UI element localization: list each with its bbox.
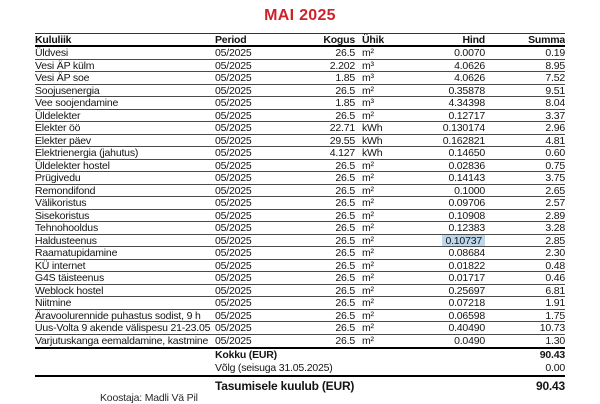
cell-summa: 3.37: [545, 109, 565, 122]
cell-kululiik: Üldelekter: [35, 109, 81, 122]
cell-period: 05/2025: [215, 134, 252, 147]
cell-period: 05/2025: [215, 247, 252, 259]
cell-kululiik: Vesi ÄP soe: [35, 72, 90, 84]
cell-period: 05/2025: [215, 184, 252, 197]
table-row: [35, 222, 565, 235]
cell-kogus: 26.5: [335, 84, 355, 97]
cell-kululiik: Elekter öö: [35, 122, 81, 134]
cell-period: 05/2025: [215, 272, 252, 284]
cost-table: [35, 33, 565, 394]
cell-yhik: m²: [362, 172, 374, 184]
cell-yhik: m²: [362, 222, 374, 234]
cell-kululiik: Üldvesi: [35, 47, 69, 59]
summary-section: [35, 347, 565, 374]
table-row: [35, 172, 565, 185]
cell-period: 05/2025: [215, 72, 252, 84]
cell-kogus: 26.5: [335, 284, 355, 297]
cell-kululiik: Vesi ÄP külm: [35, 59, 95, 72]
cell-hind: 0.14650: [448, 147, 485, 159]
cell-hind: 0.09706: [448, 197, 485, 209]
cell-kululiik: Uus-Volta 9 akende välispesu 21-23.05: [35, 322, 211, 334]
cell-yhik: m²: [362, 84, 374, 97]
cell-kululiik: Prügivedu: [35, 172, 81, 184]
cell-yhik: m²: [362, 322, 374, 334]
cell-kogus: 26.5: [335, 247, 355, 259]
cell-kogus: 4.127: [329, 147, 355, 159]
cell-yhik: m²: [362, 184, 374, 197]
cell-kululiik: Varjutuskanga eemaldamine, kastmine: [35, 334, 209, 347]
cell-summa: 2.30: [545, 247, 565, 259]
cell-kululiik: Sisekoristus: [35, 209, 90, 222]
table-row: [35, 260, 565, 273]
table-row: [35, 210, 565, 223]
table-row: [35, 72, 565, 85]
cell-hind: 0.0070: [454, 47, 485, 59]
table-header-row: [35, 33, 565, 47]
cell-yhik: m²: [362, 109, 374, 122]
cell-period: 05/2025: [215, 147, 252, 159]
table-row: [35, 185, 565, 198]
table-row: [35, 335, 565, 348]
highlighted-value: 0.10737: [442, 235, 485, 247]
cell-summa: 1.75: [545, 309, 565, 322]
cell-period: 05/2025: [215, 259, 252, 272]
cell-period: 05/2025: [215, 297, 252, 309]
summary-row-volg: [35, 362, 565, 375]
cell-hind: 0.35878: [448, 84, 485, 97]
cell-yhik: m³: [362, 72, 374, 84]
cell-yhik: m²: [362, 159, 374, 172]
cell-period: 05/2025: [215, 172, 252, 184]
cell-kululiik: Elekter päev: [35, 134, 91, 147]
cell-kogus: 26.5: [335, 259, 355, 272]
table-row: [35, 110, 565, 123]
cell-hind: 0.07218: [448, 297, 485, 309]
table-row: [35, 122, 565, 135]
cell-yhik: m²: [362, 197, 374, 209]
summary-row-kokku: [35, 349, 565, 362]
table-row: [35, 147, 565, 160]
cell-summa: 9.51: [545, 84, 565, 97]
cell-kogus: 26.5: [335, 309, 355, 322]
kokku-label: Kokku (EUR): [215, 349, 277, 361]
cell-kogus: 26.5: [335, 209, 355, 222]
cell-kululiik: Vee soojendamine: [35, 97, 119, 109]
cell-yhik: kWh: [362, 122, 383, 134]
cell-hind: 0.40490: [448, 322, 485, 334]
cell-kululiik: Soojusenergia: [35, 84, 100, 97]
cell-kogus: 26.5: [335, 197, 355, 209]
cell-yhik: m²: [362, 259, 374, 272]
cell-period: 05/2025: [215, 309, 252, 322]
cell-hind: 0.01822: [448, 259, 485, 272]
cell-yhik: m²: [362, 334, 374, 347]
cell-kogus: 26.5: [335, 272, 355, 284]
cell-hind: 0.1000: [454, 184, 485, 197]
column-header-summa: Summa: [528, 34, 565, 46]
cell-period: 05/2025: [215, 197, 252, 209]
cell-kogus: 26.5: [335, 222, 355, 234]
cell-hind: 4.0626: [454, 59, 485, 72]
cell-kogus: 26.5: [335, 234, 355, 247]
cell-summa: 0.46: [545, 272, 565, 284]
table-row: [35, 135, 565, 148]
cell-yhik: m²: [362, 284, 374, 297]
cell-kululiik: Raamatupidamine: [35, 247, 118, 259]
cell-yhik: m²: [362, 47, 374, 59]
cell-hind: 0.01717: [448, 272, 485, 284]
cell-yhik: m²: [362, 247, 374, 259]
cell-kogus: 26.5: [335, 172, 355, 184]
cell-period: 05/2025: [215, 322, 252, 334]
cell-summa: 2.89: [545, 209, 565, 222]
cell-summa: 4.81: [545, 134, 565, 147]
table-row: [35, 247, 565, 260]
column-header-kululiik: Kululiik: [35, 34, 72, 46]
cell-summa: 2.96: [545, 122, 565, 134]
cell-period: 05/2025: [215, 84, 252, 97]
cell-summa: 2.85: [545, 234, 565, 247]
cell-summa: 3.28: [545, 222, 565, 234]
cell-period: 05/2025: [215, 109, 252, 122]
cell-summa: 0.19: [545, 47, 565, 59]
cell-period: 05/2025: [215, 47, 252, 59]
cell-kululiik: Tehnohooldus: [35, 222, 98, 234]
page-title: MAI 2025: [264, 7, 336, 24]
cell-period: 05/2025: [215, 284, 252, 297]
cell-hind: 0.25697: [448, 284, 485, 297]
cell-yhik: m³: [362, 97, 374, 109]
cell-kogus: 26.5: [335, 47, 355, 59]
column-header-kogus: Kogus: [323, 34, 355, 46]
clipped-footer-text: Koostaja: Madli Vä Pil: [100, 392, 198, 404]
total-label: Tasumisele kuulub (EUR): [215, 379, 355, 393]
table-row: [35, 60, 565, 73]
cell-yhik: m²: [362, 272, 374, 284]
cell-hind: 0.12717: [448, 109, 485, 122]
cell-yhik: m²: [362, 297, 374, 309]
cell-summa: 1.30: [545, 334, 565, 347]
cell-kogus: 22.71: [329, 122, 355, 134]
cell-period: 05/2025: [215, 159, 252, 172]
table-row: [35, 85, 565, 98]
cell-kogus: 26.5: [335, 322, 355, 334]
column-header-period: Period: [215, 34, 247, 46]
cell-hind: 0.12383: [448, 222, 485, 234]
cell-summa: 2.57: [545, 197, 565, 209]
volg-value: 0.00: [545, 361, 565, 374]
cell-kogus: 26.5: [335, 334, 355, 347]
table-row: [35, 322, 565, 335]
cell-period: 05/2025: [215, 97, 252, 109]
cell-yhik: m²: [362, 209, 374, 222]
cell-period: 05/2025: [215, 334, 252, 347]
cell-yhik: kWh: [362, 134, 383, 147]
table-row: [35, 97, 565, 110]
column-header-hind: Hind: [462, 34, 485, 46]
table-row: [35, 197, 565, 210]
cell-summa: 1.91: [545, 297, 565, 309]
cell-kululiik: Haldusteenus: [35, 234, 97, 247]
cell-summa: 3.75: [545, 172, 565, 184]
cell-kogus: 26.5: [335, 297, 355, 309]
cell-hind: 0.162821: [442, 134, 485, 147]
cell-kogus: 26.5: [335, 184, 355, 197]
table-row: [35, 297, 565, 310]
cell-summa: 0.60: [545, 147, 565, 159]
cell-kogus: 1.85: [335, 97, 355, 109]
cell-kululiik: Remondifond: [35, 184, 96, 197]
table-row: [35, 47, 565, 60]
cell-summa: 0.48: [545, 259, 565, 272]
cell-hind: 0.14143: [448, 172, 485, 184]
table-row: [35, 310, 565, 323]
cell-period: 05/2025: [215, 59, 252, 72]
cell-hind: 4.34398: [448, 97, 485, 109]
cell-summa: 6.81: [545, 284, 565, 297]
cell-summa: 10.73: [539, 322, 565, 334]
cell-kululiik: Välikoristus: [35, 197, 87, 209]
cell-kogus: 26.5: [335, 109, 355, 122]
cell-kululiik: KÜ internet: [35, 259, 86, 272]
cell-hind: 0.0490: [454, 334, 485, 347]
cell-yhik: m²: [362, 234, 374, 247]
table-row: [35, 160, 565, 173]
cell-kogus: 26.5: [335, 159, 355, 172]
table-row: [35, 272, 565, 285]
cell-summa: 8.95: [545, 59, 565, 72]
table-row: [35, 285, 565, 298]
cell-hind: 0.08684: [448, 247, 485, 259]
cell-summa: 0.75: [545, 159, 565, 172]
cell-summa: 7.52: [545, 72, 565, 84]
cell-yhik: m²: [362, 309, 374, 322]
cell-hind: 0.06598: [448, 309, 485, 322]
cell-yhik: kWh: [362, 147, 383, 159]
cell-hind: [400, 235, 485, 248]
cell-kululiik: G4S täisteenus: [35, 272, 104, 284]
cell-yhik: m³: [362, 59, 374, 72]
cell-period: 05/2025: [215, 234, 252, 247]
total-value: 90.43: [535, 379, 565, 393]
cell-hind: 0.10908: [448, 209, 485, 222]
column-header-yhik: Ühik: [362, 34, 384, 46]
cell-kululiik: Üldelekter hostel: [35, 159, 110, 172]
cell-hind: 4.0626: [454, 72, 485, 84]
cell-kululiik: Äravoolurennide puhastus sodist, 9 h: [35, 309, 201, 322]
table-body: [35, 47, 565, 347]
cell-period: 05/2025: [215, 222, 252, 234]
cell-kogus: 1.85: [335, 72, 355, 84]
table-row: [35, 235, 565, 248]
kokku-value: 90.43: [539, 349, 565, 361]
cell-summa: 8.04: [545, 97, 565, 109]
cell-hind: 0.02836: [448, 159, 485, 172]
cell-hind: 0.130174: [442, 122, 485, 134]
cell-kogus: 2.202: [329, 59, 355, 72]
cell-kululiik: Elektrienergia (jahutus): [35, 147, 139, 159]
cell-kululiik: Weblock hostel: [35, 284, 104, 297]
cell-kogus: 29.55: [329, 134, 355, 147]
cell-summa: 2.65: [545, 184, 565, 197]
volg-label: Võlg (seisuga 31.05.2025): [215, 361, 333, 374]
cell-period: 05/2025: [215, 122, 252, 134]
cell-kululiik: Niitmine: [35, 297, 72, 309]
cell-period: 05/2025: [215, 209, 252, 222]
